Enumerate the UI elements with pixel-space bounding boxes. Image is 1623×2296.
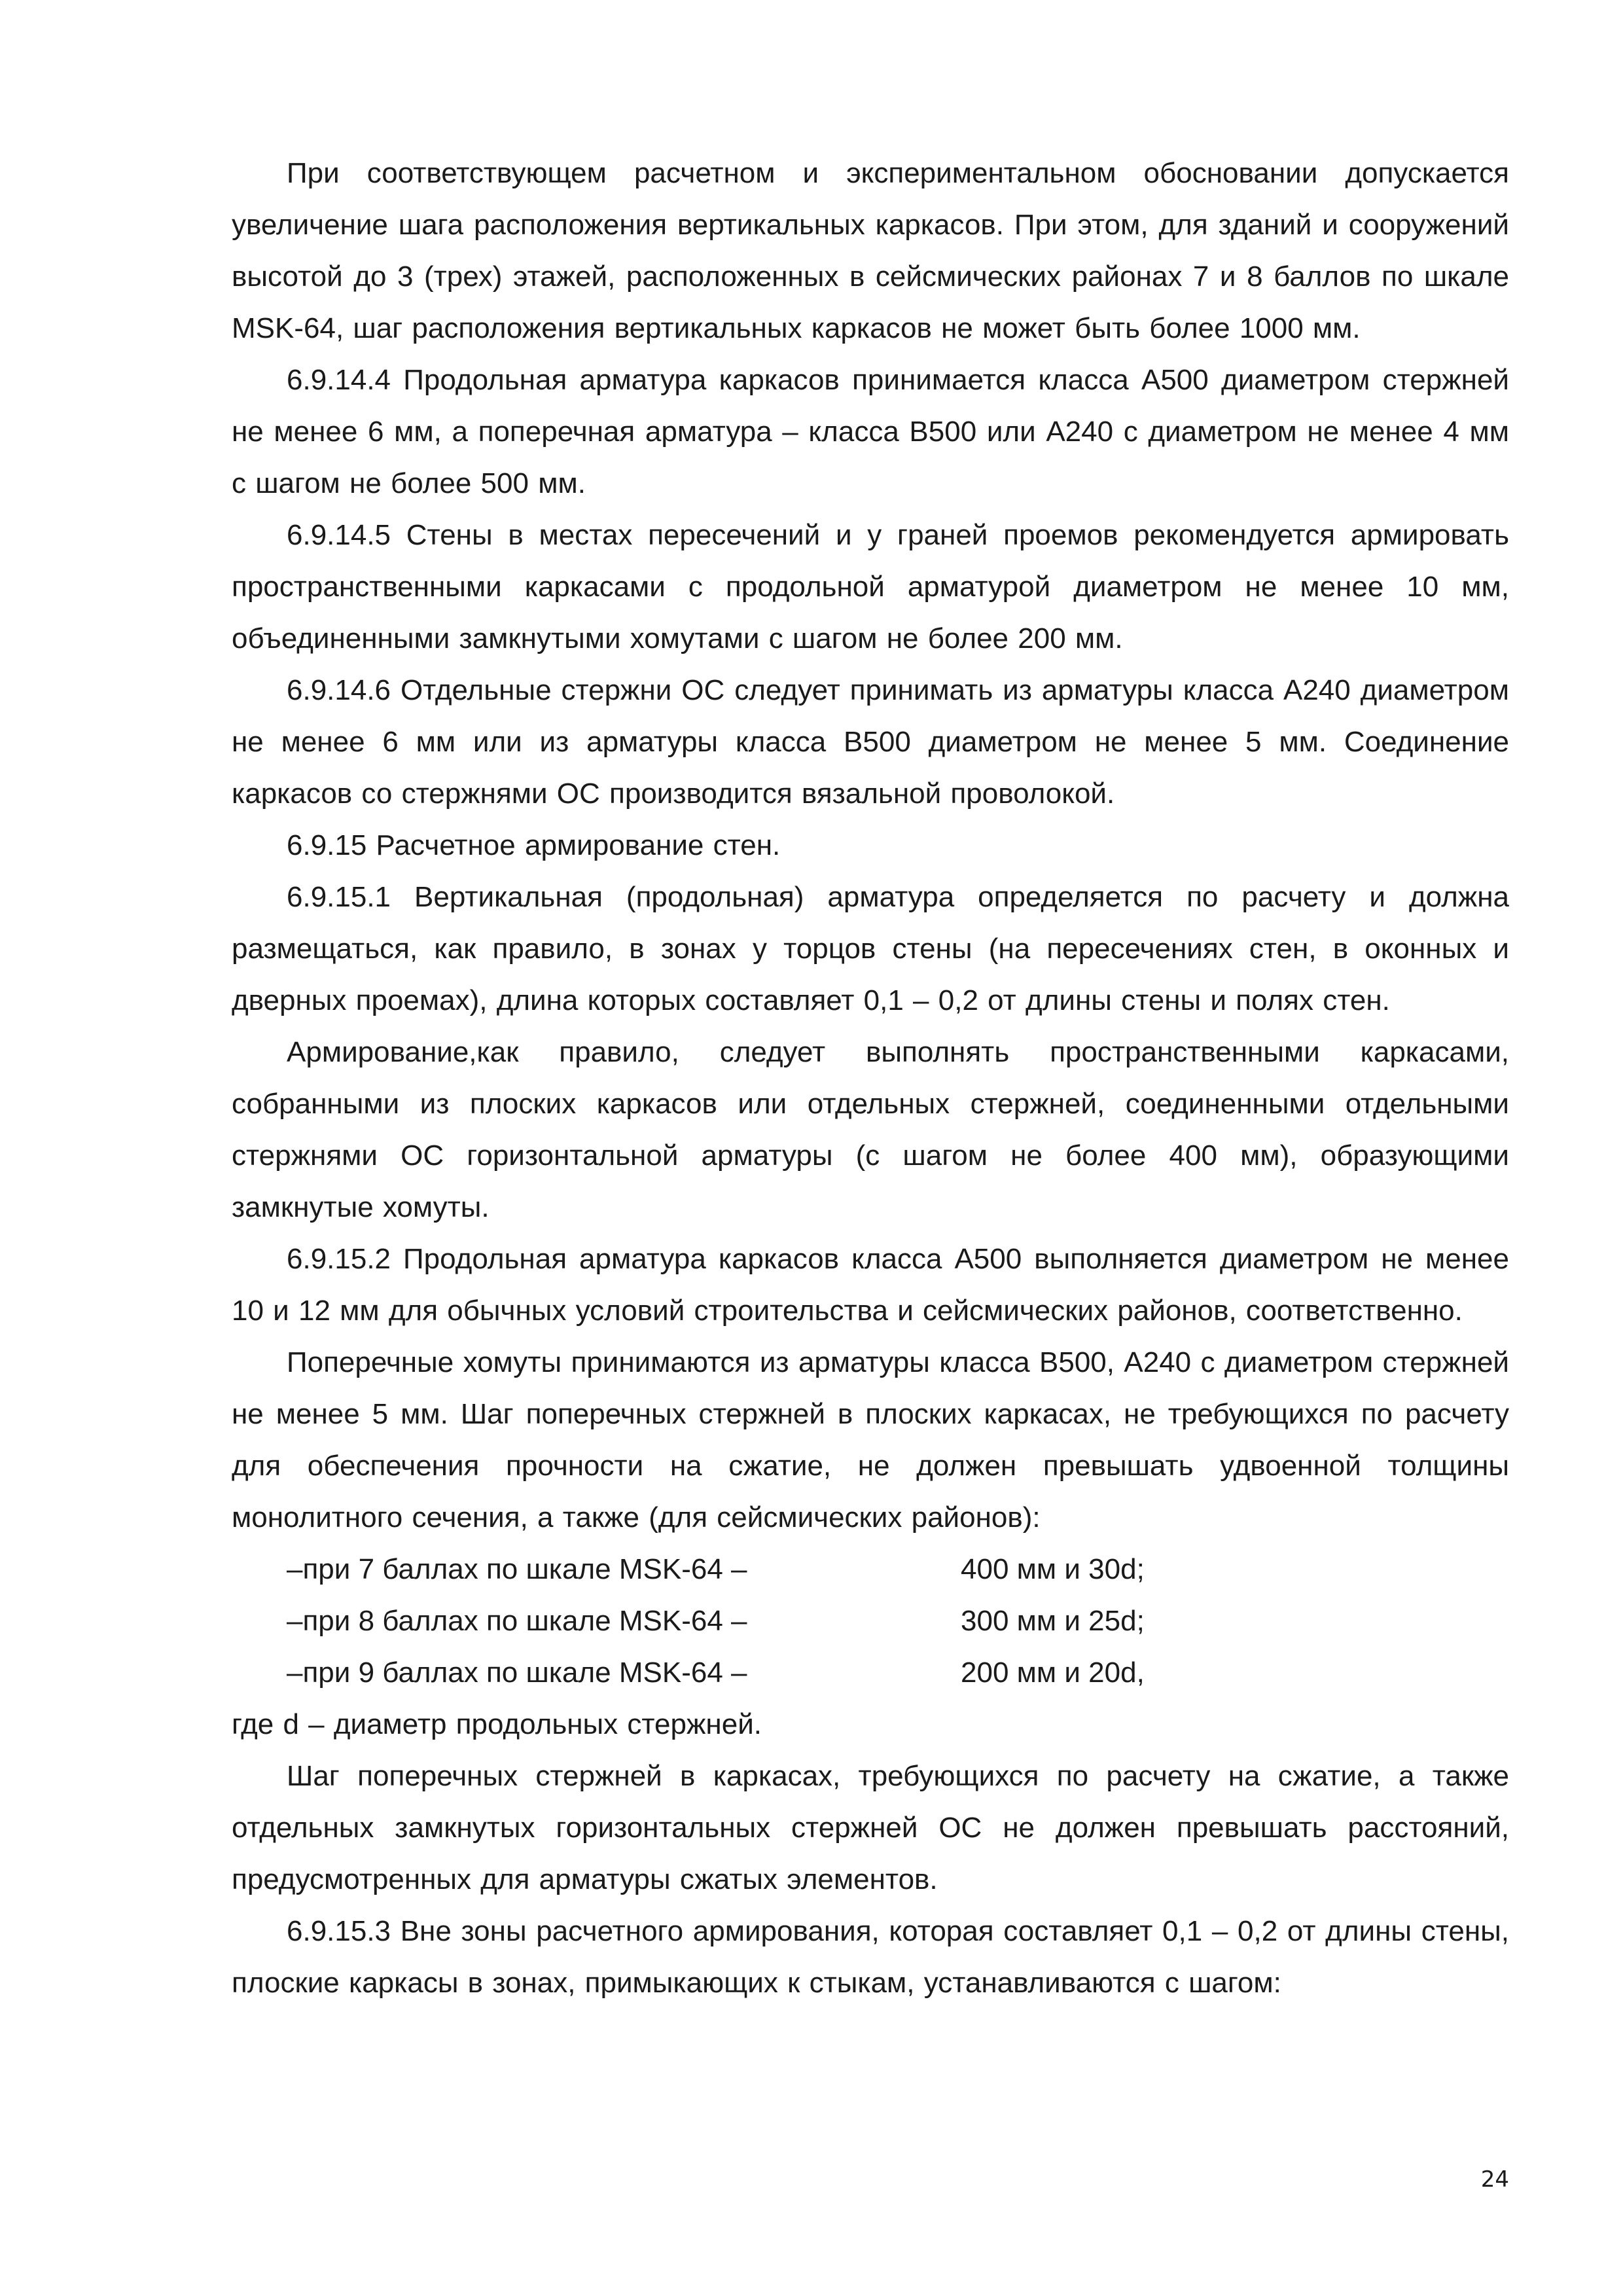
list-item [232, 1543, 1509, 1595]
paragraph-intro: При соответствующем расчетном и экспериментальном обосновании допускается увеличение шага расположения вертикальных каркасов. При этом, для зданий и сооружений высотой до 3 (трех) этажей, расположенных в сейсмических районах 7 и 8 баллов по шкале MSK-64, шаг расположения вертикальных каркасов не может быть более 1000 мм. [232, 157, 1509, 344]
paragraph-reinforcement: Армирование,как правило, следует выполнять пространственными каркасами, собранными из плоских каркасов или отдельных стержней, соединенными отдельными стержнями ОС горизонтальной арматуры (с шагом не более 400 мм), образующими замкнутые хомуты. [232, 1036, 1509, 1223]
list-item-label: –при 8 баллах по шкале MSK-64 – [287, 1605, 747, 1637]
paragraph-6-9-14-5: 6.9.14.5 Стены в местах пересечений и у граней проемов рекомендуется армировать пространственными каркасами с продольной арматурой диаметром не менее 10 мм, объединенными замкнутыми хомутами с шагом не более 200 мм. [232, 519, 1509, 655]
list-item-label: –при 9 баллах по шкале MSK-64 – [287, 1657, 747, 1689]
paragraph-6-9-14-4: 6.9.14.4 Продольная арматура каркасов принимается класса А500 диаметром стержней не менее 6 мм, а поперечная арматура – класса В500 или А240 с диаметром не менее 4 мм с шагом не более 500 мм. [232, 364, 1509, 499]
list-item-value: 300 мм и 25d; [961, 1605, 1145, 1637]
list-item-label: –при 7 баллах по шкале MSK-64 – [287, 1553, 747, 1585]
section-heading-6-9-15: 6.9.15 Расчетное армирование стен. [287, 829, 781, 861]
paragraph-transverse-ties: Поперечные хомуты принимаются из арматуры класса В500, А240 с диаметром стержней не менее 5 мм. Шаг поперечных стержней в плоских каркасах, не требующихся по расчету для обеспечения прочности на сжатие, не должен превышать удвоенной толщины монолитного сечения, а также (для сейсмических районов): [232, 1346, 1509, 1534]
document-body [232, 147, 1509, 2009]
list-item [232, 1595, 1509, 1647]
paragraph-6-9-15-1: 6.9.15.1 Вертикальная (продольная) арматура определяется по расчету и должна размещаться, как правило, в зонах у торцов стены (на пересечениях стен, в оконных и дверных проемах), длина которых составляет 0,1 – 0,2 от длины стены и полях стен. [232, 881, 1509, 1016]
paragraph-6-9-14-6: 6.9.14.6 Отдельные стержни ОС следует принимать из арматуры класса А240 диаметром не менее 6 мм или из арматуры класса В500 диаметром не менее 5 мм. Соединение каркасов со стержнями ОС производится вязальной проволокой. [232, 674, 1509, 810]
page-number: 24 [1480, 2166, 1509, 2193]
list-item [232, 1647, 1509, 1698]
where-definition: где d – диаметр продольных стержней. [232, 1708, 762, 1740]
paragraph-6-9-15-3: 6.9.15.3 Вне зоны расчетного армирования, которая составляет 0,1 – 0,2 от длины стены, плоские каркасы в зонах, примыкающих к стыкам, устанавливаются с шагом: [232, 1915, 1509, 1999]
paragraph-6-9-15-2: 6.9.15.2 Продольная арматура каркасов класса А500 выполняется диаметром не менее 10 и 12 мм для обычных условий строительства и сейсмических районов, соответственно. [232, 1243, 1509, 1327]
list-item-value: 200 мм и 20d, [961, 1657, 1145, 1689]
list-item-value: 400 мм и 30d; [961, 1553, 1145, 1585]
paragraph-compression-spacing: Шаг поперечных стержней в каркасах, требующихся по расчету на сжатие, а также отдельных замкнутых горизонтальных стержней ОС не должен превышать расстояний, предусмотренных для арматуры сжатых элементов. [232, 1760, 1509, 1895]
